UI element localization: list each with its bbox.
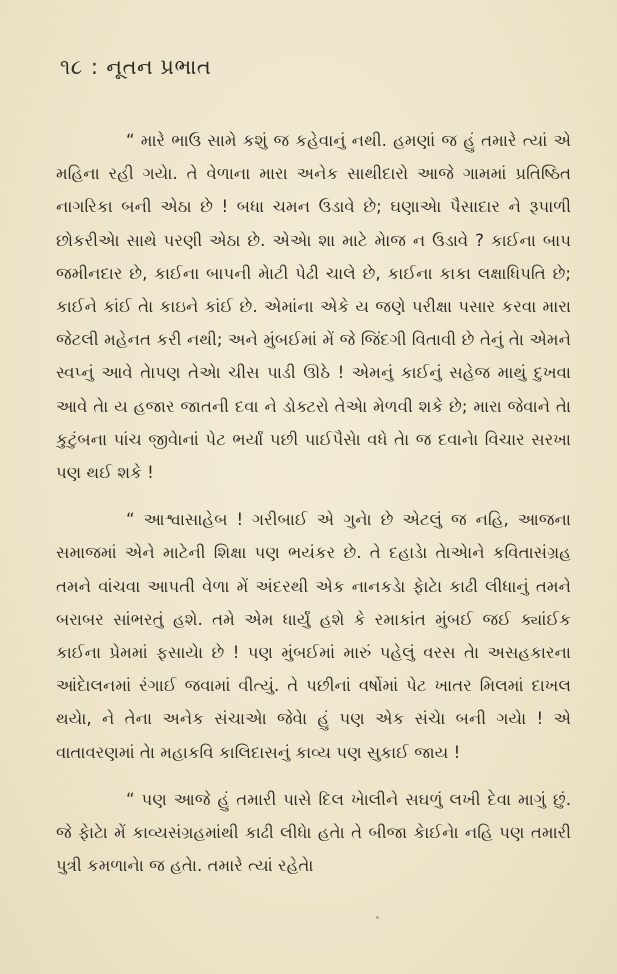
paragraph-3: “ પણ આજે હું તમારી પાસે દિલ ખાેલીને સઘળું લખી દેવા માગું છું. જે ફાેટાે મેં કાવ્યસંગ્રહમાંથી કાઢી લીધાે હતાે તે બીજા કાેઈનાે નહિ પણ તમારી પુત્રી કમળાનાે જ હતાે. તમારે ત્યાં રહેતાે bbox=[56, 789, 571, 876]
book-title: નૂતન પ્રભાત bbox=[106, 55, 212, 79]
header-separator: : bbox=[90, 55, 99, 79]
page-number: ૧૮ bbox=[60, 55, 83, 79]
paper-speck bbox=[376, 916, 379, 919]
body-text bbox=[56, 124, 571, 882]
paragraph-1: “ મારે ભાઉ સામે કશું જ કહેવાનું નથી. હમણાં જ હું તમારે ત્યાં એ મહિના રહી ગયેા. તે વેળાના મારા અનેક સાથીદારો આજે ગામમાં પ્રતિષ્ઠિત નાગરિકા બની એઠા છે ! બધા ચમન ઉડાવે છે; ઘણાએા પૈસાદાર ને રૂપાળી છોકરીએા સાથે પરણી એઠા છે. એએા શા માટે મેાજ ન ઉડાવે ? કાઈના બાપ જમીનદાર છે, કાઈના બાપની માેટી પેઢી ચાલે છે, કાઈના કાકા લક્ષાધિપતિ છે; કાઈને કાંઈ તેા કાઇને કાંઈ છે. એમાંના એકે ય જણે પરીક્ષા પસાર કરવા મારા જેટલી મહેનત કરી નથી; અને મુંબઈમાં મેં જે જિંદગી વિતાવી છે તેનું તેા એમને સ્વપ્નું આવે તાેપણ તેએા ચીસ પાડી ઊઠે ! એમનું કાઈનું સહેજ માથું દુખવા આવે તેા ય હજાર જાતની દવા ને ડોક્ટરો તેએા મેળવી શકે છે; મારા જેવાને તેા કુટુંબના પાંચ જીવેાનાં પેટ ભર્યાં પછી પાઈપૈસેા વધે તાે જ દવાનાે વિચાર સરખા પણ થઈ શકે ! bbox=[56, 131, 571, 483]
paragraph-2: “ આશ્વાસાહેબ ! ગરીબાઈ એ ગુનાે છે એટલું જ નહિ, આજના સમાજમાં એને માટેની શિક્ષા પણ ભયંકર છે. તે દહાડાે તાેએાને કવિતાસંગ્રહ તમને વાંચવા આપતી વેળા મેં અંદરથી એક નાનકડાે ફાેટાે કાઢી લીધાનું તમને બરાબર સાંભરતું હશે. તમે એમ ધાર્યું હશે કે રમાકાંત મુંબઈ જઈ ક્યાંઈક કાઈના પ્રેમમાં ફસાયાે છે ! પણ મુંબઈમાં મારું પહેલું વરસ તેા અસહકારના આંદાેલનમાં રંગાઈ જવામાં વીત્યું. તે પછીનાં વર્ષોમાં પેટ ખાતર મિલમાં દાખલ થયાે, ને તેના અનેક સંચાએા જેવાે હું પણ એક સંચાે બની ગયાે ! એ વાતાવરણમાં તેા મહાકવિ કાલિદાસનું કાવ્ય પણ સુકાઈ જાય ! bbox=[56, 510, 571, 762]
running-header bbox=[60, 54, 571, 80]
